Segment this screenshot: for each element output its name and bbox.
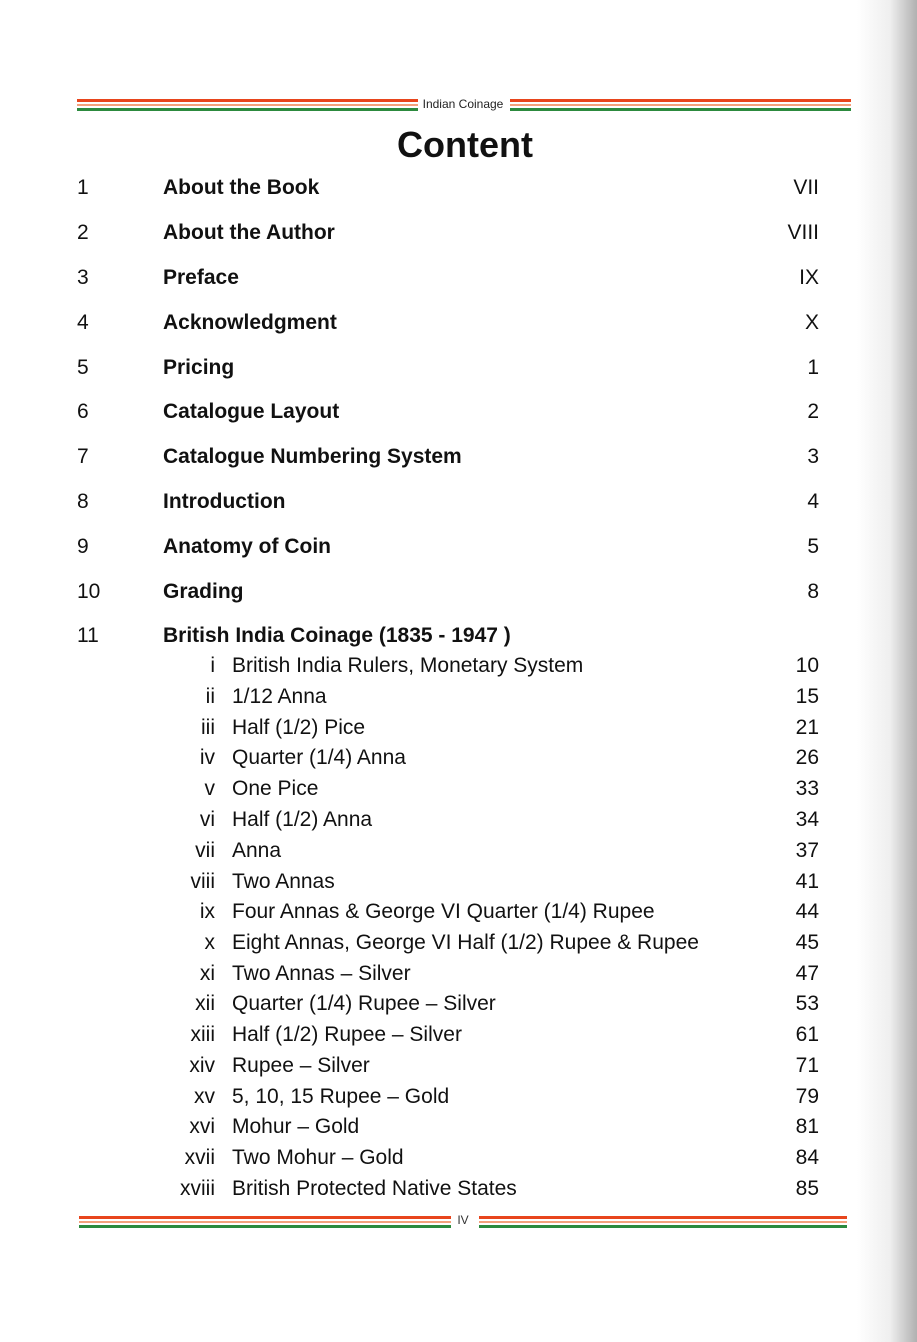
page-number: IV <box>457 1213 469 1227</box>
subentry-title: Quarter (1/4) Rupee – Silver <box>232 992 496 1015</box>
entry-page: 1 <box>807 356 819 379</box>
toc-entry[interactable] <box>0 580 917 610</box>
subentry-title: Four Annas & George VI Quarter (1/4) Rupee <box>232 900 655 923</box>
entry-page: VII <box>793 176 819 199</box>
toc-entry[interactable] <box>0 266 917 296</box>
page-title: Content <box>397 124 533 165</box>
subentry-number: xii <box>195 992 215 1015</box>
footer-rule-right <box>479 1216 847 1228</box>
subentry-title: One Pice <box>232 777 319 800</box>
toc-subentry[interactable] <box>0 1115 917 1143</box>
toc-subentry[interactable] <box>0 1054 917 1082</box>
entry-page: 5 <box>807 535 819 558</box>
toc-entry[interactable] <box>0 535 917 565</box>
footer-rule-left <box>79 1216 451 1228</box>
subentry-number: xviii <box>180 1177 215 1200</box>
entry-title: Catalogue Layout <box>163 400 340 423</box>
toc-subentry[interactable] <box>0 1023 917 1051</box>
subentry-page: 26 <box>795 746 819 769</box>
subentry-title: Rupee – Silver <box>232 1054 370 1077</box>
subentry-number: viii <box>190 870 215 893</box>
toc-subentry[interactable] <box>0 654 917 682</box>
subentry-number: xvi <box>189 1115 215 1138</box>
subentry-title: Two Annas – Silver <box>232 962 411 985</box>
toc-subentry[interactable] <box>0 808 917 836</box>
entry-page: 8 <box>807 580 819 603</box>
subentry-title: Two Mohur – Gold <box>232 1146 404 1169</box>
subentry-number: iv <box>199 746 215 769</box>
entry-title: Acknowledgment <box>163 311 337 334</box>
entry-number: 10 <box>77 580 101 603</box>
subentry-title: British India Rulers, Monetary System <box>232 654 584 677</box>
entry-page: 2 <box>807 400 819 423</box>
toc-entry[interactable] <box>0 311 917 341</box>
toc-entry[interactable] <box>0 445 917 475</box>
subentry-page: 33 <box>795 777 819 800</box>
entry-page: IX <box>799 266 819 289</box>
running-title: Indian Coinage <box>422 97 504 111</box>
subentry-title: Mohur – Gold <box>232 1115 360 1138</box>
header-rule-left <box>77 99 418 111</box>
entry-number: 8 <box>77 490 89 513</box>
toc-entry[interactable] <box>0 221 917 251</box>
toc-subentry[interactable] <box>0 1146 917 1174</box>
subentry-page: 10 <box>795 654 819 677</box>
subentry-number: iii <box>201 716 215 739</box>
subentry-title: Half (1/2) Rupee – Silver <box>232 1023 462 1046</box>
subentry-page: 41 <box>795 870 819 893</box>
entry-number: 7 <box>77 445 89 468</box>
entry-title: Pricing <box>163 356 235 379</box>
entry-title: About the Book <box>163 176 320 199</box>
entry-number: 11 <box>77 624 99 647</box>
subentry-number: vii <box>195 839 215 862</box>
toc-subentry[interactable] <box>0 1085 917 1113</box>
subentry-page: 21 <box>795 716 819 739</box>
subentry-page: 34 <box>795 808 819 831</box>
toc-subentry[interactable] <box>0 870 917 898</box>
entry-number: 3 <box>77 266 89 289</box>
toc-entry[interactable] <box>0 490 917 520</box>
entry-title: British India Coinage (1835 - 1947 ) <box>163 624 511 647</box>
subentry-number: xvii <box>184 1146 215 1169</box>
toc-subentry[interactable] <box>0 900 917 928</box>
toc-subentry[interactable] <box>0 716 917 744</box>
subentry-number: ii <box>205 685 215 708</box>
toc-subentry[interactable] <box>0 777 917 805</box>
toc-entry[interactable] <box>0 356 917 386</box>
subentry-number: xiv <box>189 1054 215 1077</box>
entry-title: Preface <box>163 266 239 289</box>
subentry-page: 84 <box>795 1146 819 1169</box>
subentry-number: vi <box>199 808 215 831</box>
entry-page: VIII <box>787 221 819 244</box>
subentry-number: xi <box>199 962 215 985</box>
entry-title: Catalogue Numbering System <box>163 445 462 468</box>
entry-number: 2 <box>77 221 89 244</box>
subentry-title: 5, 10, 15 Rupee – Gold <box>232 1085 450 1108</box>
subentry-page: 79 <box>795 1085 819 1108</box>
toc-subentry[interactable] <box>0 685 917 713</box>
subentry-number: xiii <box>190 1023 215 1046</box>
toc-entry[interactable] <box>0 400 917 430</box>
subentry-title: Quarter (1/4) Anna <box>232 746 406 769</box>
subentry-number: ix <box>199 900 215 923</box>
subentry-title: Half (1/2) Anna <box>232 808 373 831</box>
subentry-page: 61 <box>795 1023 819 1046</box>
entry-number: 5 <box>77 356 89 379</box>
subentry-title: British Protected Native States <box>232 1177 517 1200</box>
entry-title: About the Author <box>163 221 335 244</box>
toc-subentry[interactable] <box>0 1177 917 1205</box>
entry-number: 4 <box>77 311 89 334</box>
entry-title: Introduction <box>163 490 286 513</box>
entry-page: X <box>804 311 819 334</box>
toc-entry[interactable] <box>0 176 917 206</box>
subentry-page: 37 <box>795 839 819 862</box>
subentry-page: 85 <box>795 1177 819 1200</box>
toc-subentry[interactable] <box>0 931 917 959</box>
toc-subentry[interactable] <box>0 839 917 867</box>
header-rule-right <box>510 99 851 111</box>
subentry-page: 53 <box>795 992 819 1015</box>
subentry-title: Anna <box>232 839 282 862</box>
toc-entry[interactable] <box>0 624 917 654</box>
subentry-title: Two Annas <box>232 870 335 893</box>
entry-page: 3 <box>807 445 819 468</box>
entry-title: Grading <box>163 580 244 603</box>
toc-subentry[interactable] <box>0 746 917 774</box>
entry-number: 9 <box>77 535 89 558</box>
subentry-page: 71 <box>795 1054 819 1077</box>
subentry-number: i <box>210 654 215 677</box>
subentry-title: 1/12 Anna <box>232 685 327 708</box>
subentry-page: 81 <box>795 1115 819 1138</box>
subentry-page: 45 <box>795 931 819 954</box>
subentry-page: 47 <box>795 962 819 985</box>
toc-subentry[interactable] <box>0 962 917 990</box>
subentry-number: xv <box>194 1085 215 1108</box>
subentry-number: v <box>204 777 215 800</box>
subentry-number: x <box>204 931 215 954</box>
entry-page: 4 <box>807 490 819 513</box>
subentry-page: 15 <box>795 685 819 708</box>
toc-subentry[interactable] <box>0 992 917 1020</box>
subentry-title: Half (1/2) Pice <box>232 716 366 739</box>
entry-number: 6 <box>77 400 89 423</box>
entry-number: 1 <box>77 176 89 199</box>
subentry-page: 44 <box>795 900 819 923</box>
subentry-title: Eight Annas, George VI Half (1/2) Rupee & Rupee <box>232 931 699 954</box>
entry-title: Anatomy of Coin <box>163 535 331 558</box>
